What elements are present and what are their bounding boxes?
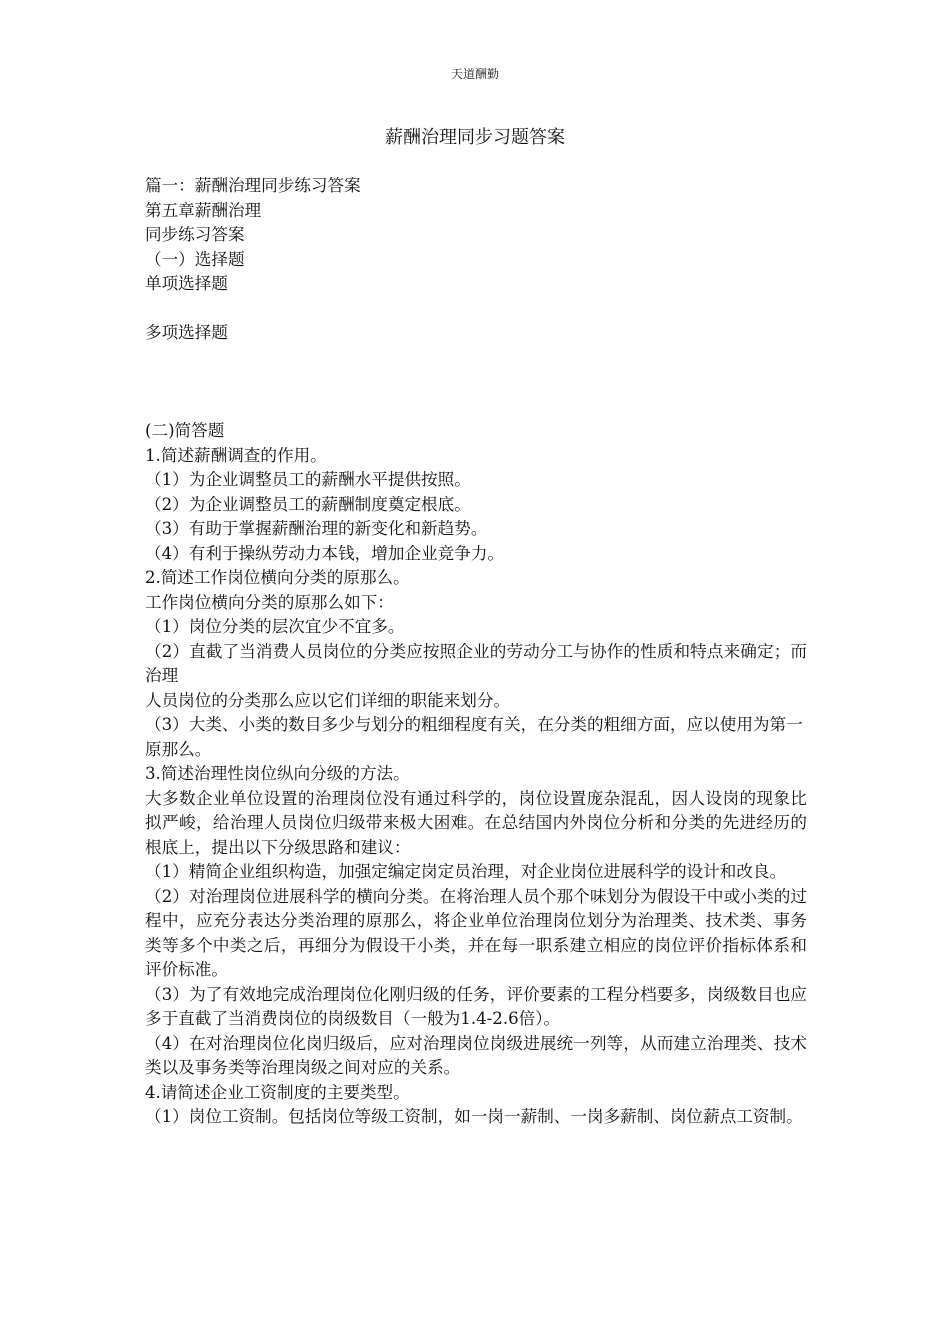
part-subheading: 单项选择题 (145, 274, 228, 293)
section-heading: 篇一：薪酬治理同步练习答案 (145, 176, 361, 195)
answer-paragraph: 大多数企业单位设置的治理岗位没有通过科学的，岗位设置庞杂混乱，因人设岗的现象比拟严峻，给治理人员岗位归级带来极大困难。在总结国内外岗位分析和分类的先进经历的根底上，提出以下分级思路和建议： (145, 788, 807, 857)
question: 1.简述薪酬调查的作用。 (145, 445, 327, 465)
answer-paragraph: （4）在对治理岗位化岗归级后，应对治理岗位岗级进展统一列等，从而建立治理类、技术类以及事务类等治理岗级之间对应的关系。 (145, 1033, 807, 1077)
answer-line: （2）直截了当消费人员岗位的分类应按照企业的劳动分工与协作的性质和特点来确定；而治理 (145, 641, 807, 685)
answer-line: （3）大类、小类的数目多少与划分的粗细程度有关，在分类的粗细方面，应以使用为第一 (145, 715, 803, 734)
answer-paragraph: （1）岗位工资制。包括岗位等级工资制，如一岗一薪制、一岗多薪制、岗位薪点工资制。 (145, 1107, 803, 1126)
part-subheading: 多项选择题 (145, 323, 228, 342)
subheading: 同步练习答案 (145, 225, 245, 244)
answer-line: （4）有利于操纵劳动力本钱，增加企业竞争力。 (145, 543, 505, 563)
part-heading: (二)简答题 (145, 421, 225, 440)
answer-line: （2）为企业调整员工的薪酬制度奠定根底。 (145, 494, 471, 514)
blank-space (145, 346, 807, 420)
blank-space (145, 297, 807, 322)
answer-line: 原那么。 (145, 739, 212, 759)
answer-line: 工作岗位横向分类的原那么如下： (145, 592, 394, 612)
answer-line: （3）有助于掌握薪酬治理的新变化和新趋势。 (145, 519, 488, 538)
answer-line: （1）为企业调整员工的薪酬水平提供按照。 (145, 470, 471, 489)
answer-paragraph: （2）对治理岗位进展科学的横向分类。在将治理人员个那个味划分为假设干中或小类的过程中，应充分表达分类治理的原那么，将企业单位治理岗位划分为治理类、技术类、事务类等多个中类之后，再细分为假设干小类，并在每一职系建立相应的岗位评价指标体系和评价标准。 (145, 886, 807, 979)
chapter-heading: 第五章薪酬治理 (145, 200, 262, 220)
question: 4.请简述企业工资制度的主要类型。 (145, 1082, 410, 1102)
part-heading: （一）选择题 (145, 249, 245, 269)
answer-paragraph: （1）精简企业组织构造，加强定编定岗定员治理，对企业岗位进展科学的设计和改良。 (145, 862, 787, 881)
answer-line: （1）岗位分类的层次宜少不宜多。 (145, 617, 405, 636)
question: 3.简述治理性岗位纵向分级的方法。 (145, 764, 410, 783)
question: 2.简述工作岗位横向分类的原那么。 (145, 568, 410, 587)
document-body (145, 174, 807, 1130)
answer-paragraph: （3）为了有效地完成治理岗位化刚归级的任务，评价要素的工程分档要多，岗级数目也应多于直截了当消费岗位的岗级数目（一般为1.4-2.6倍）。 (145, 984, 807, 1028)
page-header: 天道酬勤 (450, 67, 499, 81)
document-title: 薪酬治理同步习题答案 (385, 127, 565, 148)
answer-line: 人员岗位的分类那么应以它们详细的职能来划分。 (145, 690, 511, 710)
